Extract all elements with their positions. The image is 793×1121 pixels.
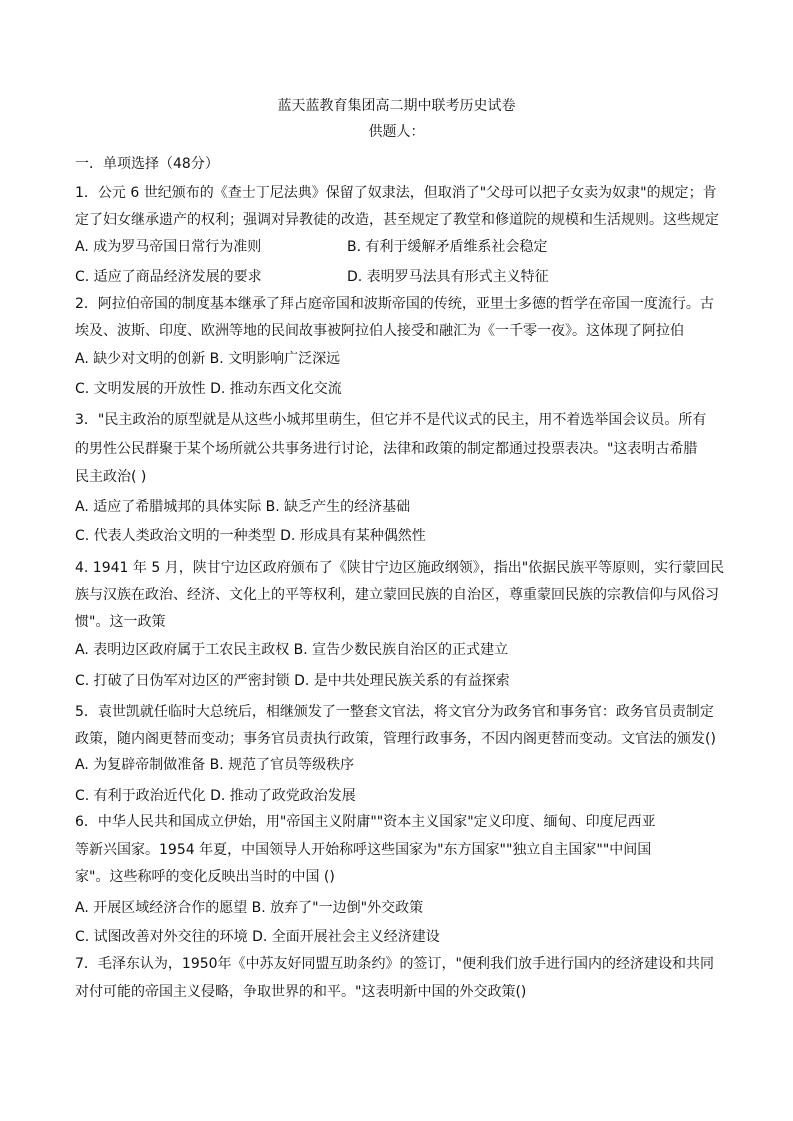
- question-3-line-1: 3．"民主政治的原型就是从这些小城邦里萌生，但它并不是代议式的民主，用不着选举国会议员。所有: [75, 412, 707, 428]
- question-1-option-c: C. 适应了商品经济发展的要求: [75, 269, 262, 285]
- question-7-line-1: 7．毛泽东认为，1950年《中苏友好同盟互助条约》的签订，"便利我们放手进行国内的经济建设和共同: [75, 956, 714, 972]
- question-4-options-ab: A. 表明边区政府属于工农民主政权 B. 宣告少数民族自治区的正式建立: [75, 642, 509, 658]
- question-2-line-2: 埃及、波斯、印度、欧洲等地的民间故事被阿拉伯人接受和融汇为《一千零一夜》。这体现了阿拉伯: [75, 323, 684, 339]
- question-3-options-ab: A. 适应了希腊城邦的具体实际 B. 缺乏产生的经济基础: [75, 499, 411, 515]
- question-setter-label: 供题人：: [368, 124, 425, 140]
- question-3-line-2: 的男性公民群聚于某个场所就公共事务进行讨论，法律和政策的制定都通过投票表决。"这表明古希腊: [75, 441, 698, 457]
- question-1-line-1: 1．公元 6 世纪颁布的《查士丁尼法典》保留了奴隶法，但取消了"父母可以把子女卖为奴隶"的规定；肯: [75, 185, 717, 201]
- question-1-option-a: A. 成为罗马帝国日常行为准则: [75, 239, 262, 255]
- question-2-options-ab: A. 缺少对文明的创新 B. 文明影响广泛深远: [75, 351, 341, 367]
- question-1-option-d: D. 表明罗马法具有形式主义特征: [347, 269, 549, 285]
- question-3-options-cd: C. 代表人类政治文明的一种类型 D. 形成具有某种偶然性: [75, 528, 426, 544]
- question-5-line-1: 5．袁世凯就任临时大总统后，相继颁发了一整套文官法，将文官分为政务官和事务官：政务官员责制定: [75, 704, 714, 720]
- question-4-line-3: 惯"。这一政策: [75, 614, 166, 630]
- question-5-options-cd: C. 有利于政治近代化 D. 推动了政党政治发展: [75, 788, 356, 804]
- exam-title: 蓝天蓝教育集团高二期中联考历史试卷: [277, 98, 516, 114]
- question-2-options-cd: C. 文明发展的开放性 D. 推动东西文化交流: [75, 381, 342, 397]
- question-6-line-3: 家"。这些称呼的变化反映出当时的中国 (): [75, 869, 335, 885]
- question-4-options-cd: C. 打破了日伪军对边区的严密封锁 D. 是中共处理民族关系的有益探索: [75, 673, 510, 689]
- section-heading: 一．单项选择（48分）: [75, 156, 219, 172]
- question-1-option-b: B. 有利于缓解矛盾维系社会稳定: [347, 239, 548, 255]
- question-4-line-2: 族与汉族在政治、经济、文化上的平等权利，建立蒙回民族的自治区，尊重蒙回民族的宗教信仰与风俗习: [75, 587, 719, 603]
- question-6-line-1: 6．中华人民共和国成立伊始，用"帝国主义附庸""资本主义国家"定义印度、缅甸、印度尼西亚: [75, 814, 656, 830]
- question-6-options-cd: C. 试图改善对外交往的环境 D. 全面开展社会主义经济建设: [75, 929, 440, 945]
- question-5-options-ab: A. 为复辟帝制做准备 B. 规范了官员等级秩序: [75, 757, 355, 773]
- question-6-line-2: 等新兴国家。1954 年夏，中国领导人开始称呼这些国家为"东方国家""独立自主国家""中间国: [75, 842, 652, 858]
- question-5-line-2: 政策，随内阁更替而变动；事务官员责执行政策，管理行政事务，不因内阁更替而变动。文官法的颁发(): [75, 731, 716, 747]
- question-2-line-1: 2．阿拉伯帝国的制度基本继承了拜占庭帝国和波斯帝国的传统，亚里士多德的哲学在帝国一度流行。古: [75, 296, 714, 312]
- question-6-options-ab: A. 开展区域经济合作的愿望 B. 放弃了"一边倒"外交政策: [75, 900, 424, 916]
- question-3-line-3: 民主政治( ): [75, 469, 147, 485]
- question-7-line-2: 对付可能的帝国主义侵略，争取世界的和平。"这表明新中国的外交政策(): [75, 984, 527, 1000]
- question-1-line-2: 定了妇女继承遗产的权利；强调对异教徒的改造，甚至规定了教堂和修道院的规模和生活规则。这些规定: [75, 212, 719, 228]
- question-4-line-1: 4. 1941 年 5 月，陕甘宁边区政府颁布了《陕甘宁边区施政纲领》，指出"依据民族平等原则，实行蒙回民: [75, 560, 725, 576]
